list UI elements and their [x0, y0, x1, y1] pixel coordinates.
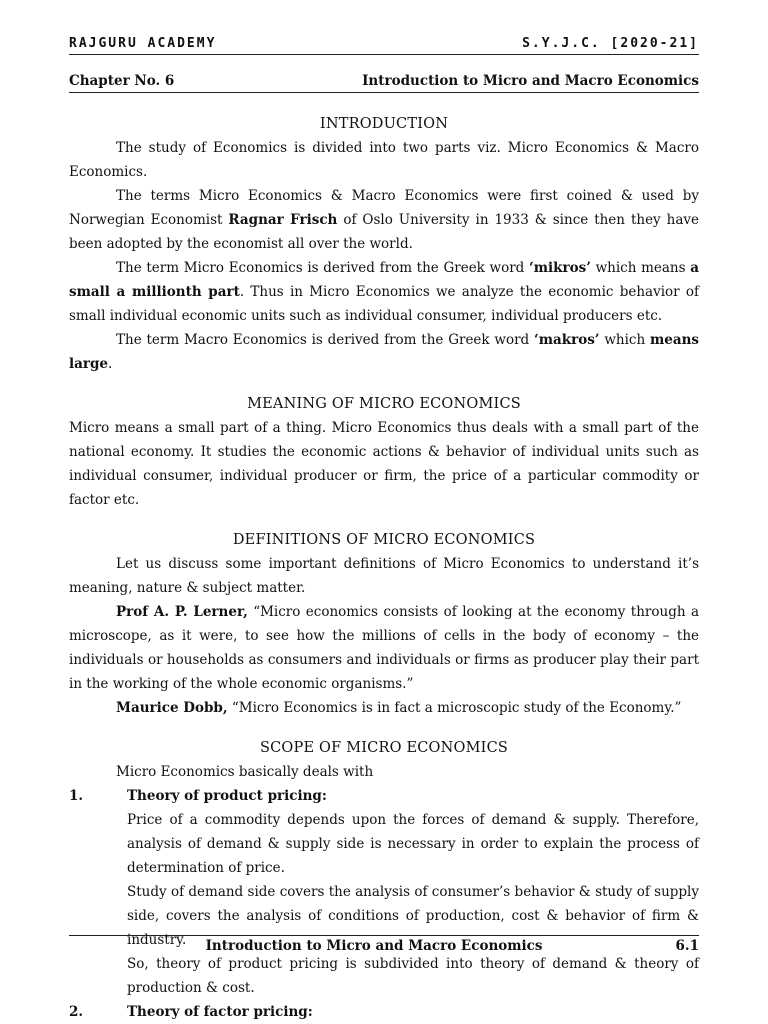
meaning-heading: MEANING OF MICRO ECONOMICS	[247, 396, 521, 412]
intro-p4-text-end: .	[108, 356, 113, 372]
chapter-number: Chapter No. 6	[69, 73, 175, 89]
lerner-quote: “Micro economics consists of looking at the economy through a microscope, as it were, to see how the millions of cells in the body of economy – the individuals or households as consumers and individuals or firms as producer play their part in the working of the whole economic organisms.”	[69, 604, 699, 692]
chapter-title: Introduction to Micro and Macro Economics	[362, 73, 699, 89]
lerner-name: Prof A. P. Lerner,	[116, 604, 248, 620]
scope-item-1-paragraph-1: Price of a commodity depends upon the forces of demand & supply. Therefore, analysis of demand & supply side is necessary in order to explain the process of determination of price.	[127, 812, 699, 876]
footer-rule	[69, 935, 699, 936]
scope-heading: SCOPE OF MICRO ECONOMICS	[259, 740, 509, 756]
definitions-heading: DEFINITIONS OF MICRO ECONOMICS	[232, 532, 536, 548]
dobb-name: Maurice Dobb,	[116, 700, 228, 716]
header-left: RAJGURU ACADEMY	[69, 36, 217, 51]
intro-paragraph-1: The study of Economics is divided into two parts viz. Micro Economics & Macro Economics.	[69, 140, 699, 180]
means-large-term: means large	[69, 332, 700, 372]
lerner-definition	[69, 600, 699, 696]
chapter-rule	[69, 92, 699, 93]
mikros-term: ‘mikros’	[529, 260, 591, 276]
intro-p4-text-mid: which	[599, 332, 650, 348]
intro-p4-text: The term Macro Economics is derived from the Greek word	[116, 332, 534, 348]
introduction-heading: INTRODUCTION	[319, 116, 449, 132]
intro-p2-text-end: of Oslo University in 1933 & since then they have been adopted by the economist all over the world.	[69, 212, 699, 252]
small-part-term: a small a millionth part	[69, 260, 699, 300]
scope-item-1-title: Theory of product pricing:	[127, 788, 327, 804]
header-rule	[69, 54, 699, 55]
scope-item-1-paragraph-3: So, theory of product pricing is subdivided into theory of demand & theory of production & cost.	[127, 956, 699, 996]
scope-intro: Micro Economics basically deals with	[116, 764, 374, 780]
intro-paragraph-3	[69, 256, 699, 328]
footer-title: Introduction to Micro and Macro Economics	[205, 938, 543, 954]
scope-item-1	[69, 784, 699, 808]
intro-p3-text-mid: which means	[590, 260, 691, 276]
makros-term: ‘makros’	[534, 332, 600, 348]
ragnar-frisch: Ragnar Frisch	[228, 212, 338, 228]
main-content	[69, 116, 699, 1024]
scope-item-1-number: 1.	[69, 788, 84, 804]
intro-paragraph-2	[69, 184, 699, 256]
scope-item-2-title: Theory of factor pricing:	[127, 1004, 313, 1020]
dobb-quote: “Micro Economics is in fact a microscopic study of the Economy.”	[227, 700, 682, 716]
document-page	[69, 0, 699, 1024]
page-number: 6.1	[675, 938, 699, 954]
intro-p2-text: The terms Micro Economics & Macro Economics were first coined & used by Norwegian Economist	[69, 188, 699, 228]
definitions-intro: Let us discuss some important definitions of Micro Economics to understand it’s meaning, nature & subject matter.	[69, 556, 699, 596]
intro-p3-text: The term Micro Economics is derived from the Greek word	[116, 260, 530, 276]
scope-item-2	[69, 1000, 699, 1024]
running-header	[69, 36, 699, 51]
scope-item-2-number: 2.	[69, 1004, 84, 1020]
page-footer	[69, 938, 699, 954]
dobb-definition	[69, 696, 699, 720]
chapter-line	[69, 73, 699, 89]
header-right: S.Y.J.C. [2020-21]	[522, 36, 699, 51]
intro-paragraph-4	[69, 328, 699, 376]
scope-item-1-paragraph-2: Study of demand side covers the analysis of consumer’s behavior & study of supply side, covers the analysis of conditions of production, cost & behavior of firm & industry.	[127, 884, 699, 948]
intro-p3-text-end: . Thus in Micro Economics we analyze the economic behavior of small individual economic units such as individual consumer, individual producers etc.	[69, 284, 699, 324]
meaning-paragraph: Micro means a small part of a thing. Micro Economics thus deals with a small part of the national economy. It studies the economic actions & behavior of individual units such as individual consumer, individual producer or firm, the price of a particular commodity or factor etc.	[69, 420, 699, 508]
